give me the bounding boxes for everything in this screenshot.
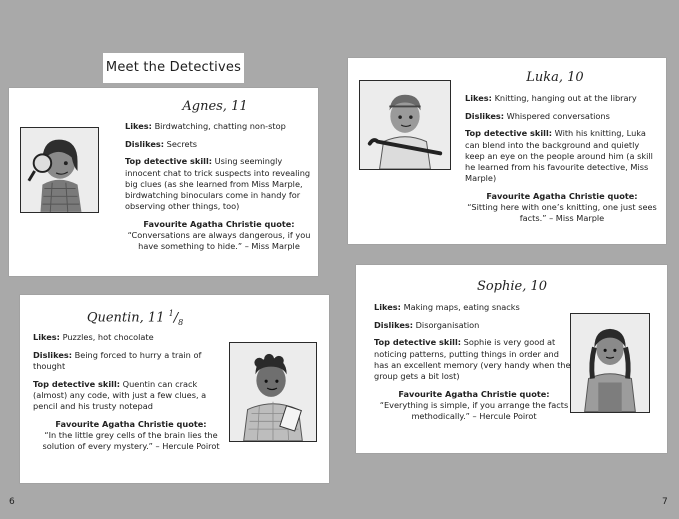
luka-illustration bbox=[360, 81, 450, 169]
agnes-likes: Birdwatching, chatting non-stop bbox=[154, 121, 286, 131]
page-number-right: 7 bbox=[662, 497, 668, 507]
sophie-quote: “Everything is simple, if you arrange the facts methodically.” – Hercule Poirot bbox=[379, 399, 569, 422]
quentin-card bbox=[20, 295, 329, 483]
agnes-quote: “Conversations are always dangerous, if you have something to hide.” – Miss Marple bbox=[127, 230, 311, 252]
quentin-quote: “In the little grey cells of the brain lies the solution of every mystery.” – Hercule Poirot bbox=[42, 429, 220, 452]
sophie-skill: Sophie is very good at noticing patterns, putting things in order and has an excellent memory (very handy when the group gets a bit lost) bbox=[374, 337, 571, 382]
page-title: Meet the Detectives bbox=[103, 53, 244, 83]
luka-skill: With his knitting, Luka can blend into the background and quietly keep an eye on the people around him (a skill he learned from his favourite detective, Miss Marple) bbox=[465, 128, 653, 184]
agnes-card bbox=[9, 88, 318, 276]
luka-card bbox=[348, 58, 666, 244]
agnes-name: Agnes, 11 bbox=[182, 99, 248, 114]
dislikes-label: Dislikes: bbox=[465, 110, 505, 121]
likes-label: Likes: bbox=[33, 332, 60, 342]
dislikes-label: Dislikes: bbox=[33, 349, 73, 360]
quentin-name bbox=[80, 309, 190, 327]
luka-name: Luka, 10 bbox=[526, 70, 584, 85]
luka-dislikes: Whispered conversations bbox=[506, 110, 610, 121]
dislikes-label: Dislikes: bbox=[374, 319, 414, 330]
dislikes-label: Dislikes: bbox=[125, 138, 165, 149]
skill-label: Top detective skill: bbox=[125, 156, 213, 167]
quentin-likes: Puzzles, hot chocolate bbox=[62, 332, 154, 342]
sophie-name: Sophie, 10 bbox=[476, 279, 548, 294]
skill-label: Top detective skill: bbox=[33, 378, 121, 389]
agnes-portrait bbox=[20, 127, 99, 213]
sophie-dislikes: Disorganisation bbox=[415, 319, 480, 330]
page-number-left: 6 bbox=[9, 497, 15, 507]
quentin-info bbox=[33, 332, 229, 452]
skill-label: Top detective skill: bbox=[374, 337, 462, 348]
sophie-card bbox=[356, 265, 667, 453]
sophie-info bbox=[374, 302, 574, 422]
quote-label: Favourite Agatha Christie quote: bbox=[398, 388, 550, 399]
luka-likes: Knitting, hanging out at the library bbox=[494, 93, 637, 103]
sophie-portrait bbox=[570, 313, 650, 413]
quentin-dislikes: Being forced to hurry a train of thought bbox=[33, 349, 202, 371]
fraction-denominator: 8 bbox=[178, 317, 184, 327]
quote-label: Favourite Agatha Christie quote: bbox=[55, 418, 207, 429]
sophie-likes: Making maps, eating snacks bbox=[403, 302, 520, 312]
quentin-skill: Quentin can crack (almost) any code, with just a few clues, a pencil and his trusty notepad bbox=[33, 378, 207, 412]
likes-label: Likes: bbox=[374, 302, 401, 312]
likes-label: Likes: bbox=[125, 121, 152, 131]
agnes-dislikes: Secrets bbox=[166, 138, 198, 149]
luka-portrait bbox=[359, 80, 451, 170]
quote-label: Favourite Agatha Christie quote: bbox=[486, 190, 638, 201]
quentin-illustration bbox=[230, 343, 316, 441]
skill-label: Top detective skill: bbox=[465, 128, 553, 139]
agnes-illustration bbox=[21, 128, 98, 212]
fraction-numerator: 1 bbox=[168, 309, 174, 318]
luka-quote: “Sitting here with one’s knitting, one just sees facts.” – Miss Marple bbox=[467, 202, 657, 224]
quote-label: Favourite Agatha Christie quote: bbox=[143, 218, 295, 229]
luka-info bbox=[465, 93, 659, 225]
quentin-name-main: Quentin, 11 bbox=[86, 310, 169, 326]
sophie-illustration bbox=[571, 314, 649, 412]
agnes-skill: Using seemingly innocent chat to trick suspects into revealing big clues (as she learned from Miss Marple, birdwatching binoculars come in handy for observing other things, too) bbox=[125, 156, 311, 212]
quentin-portrait bbox=[229, 342, 317, 442]
agnes-info bbox=[125, 121, 313, 253]
likes-label: Likes: bbox=[465, 93, 492, 103]
fraction-slash: / bbox=[173, 310, 179, 326]
